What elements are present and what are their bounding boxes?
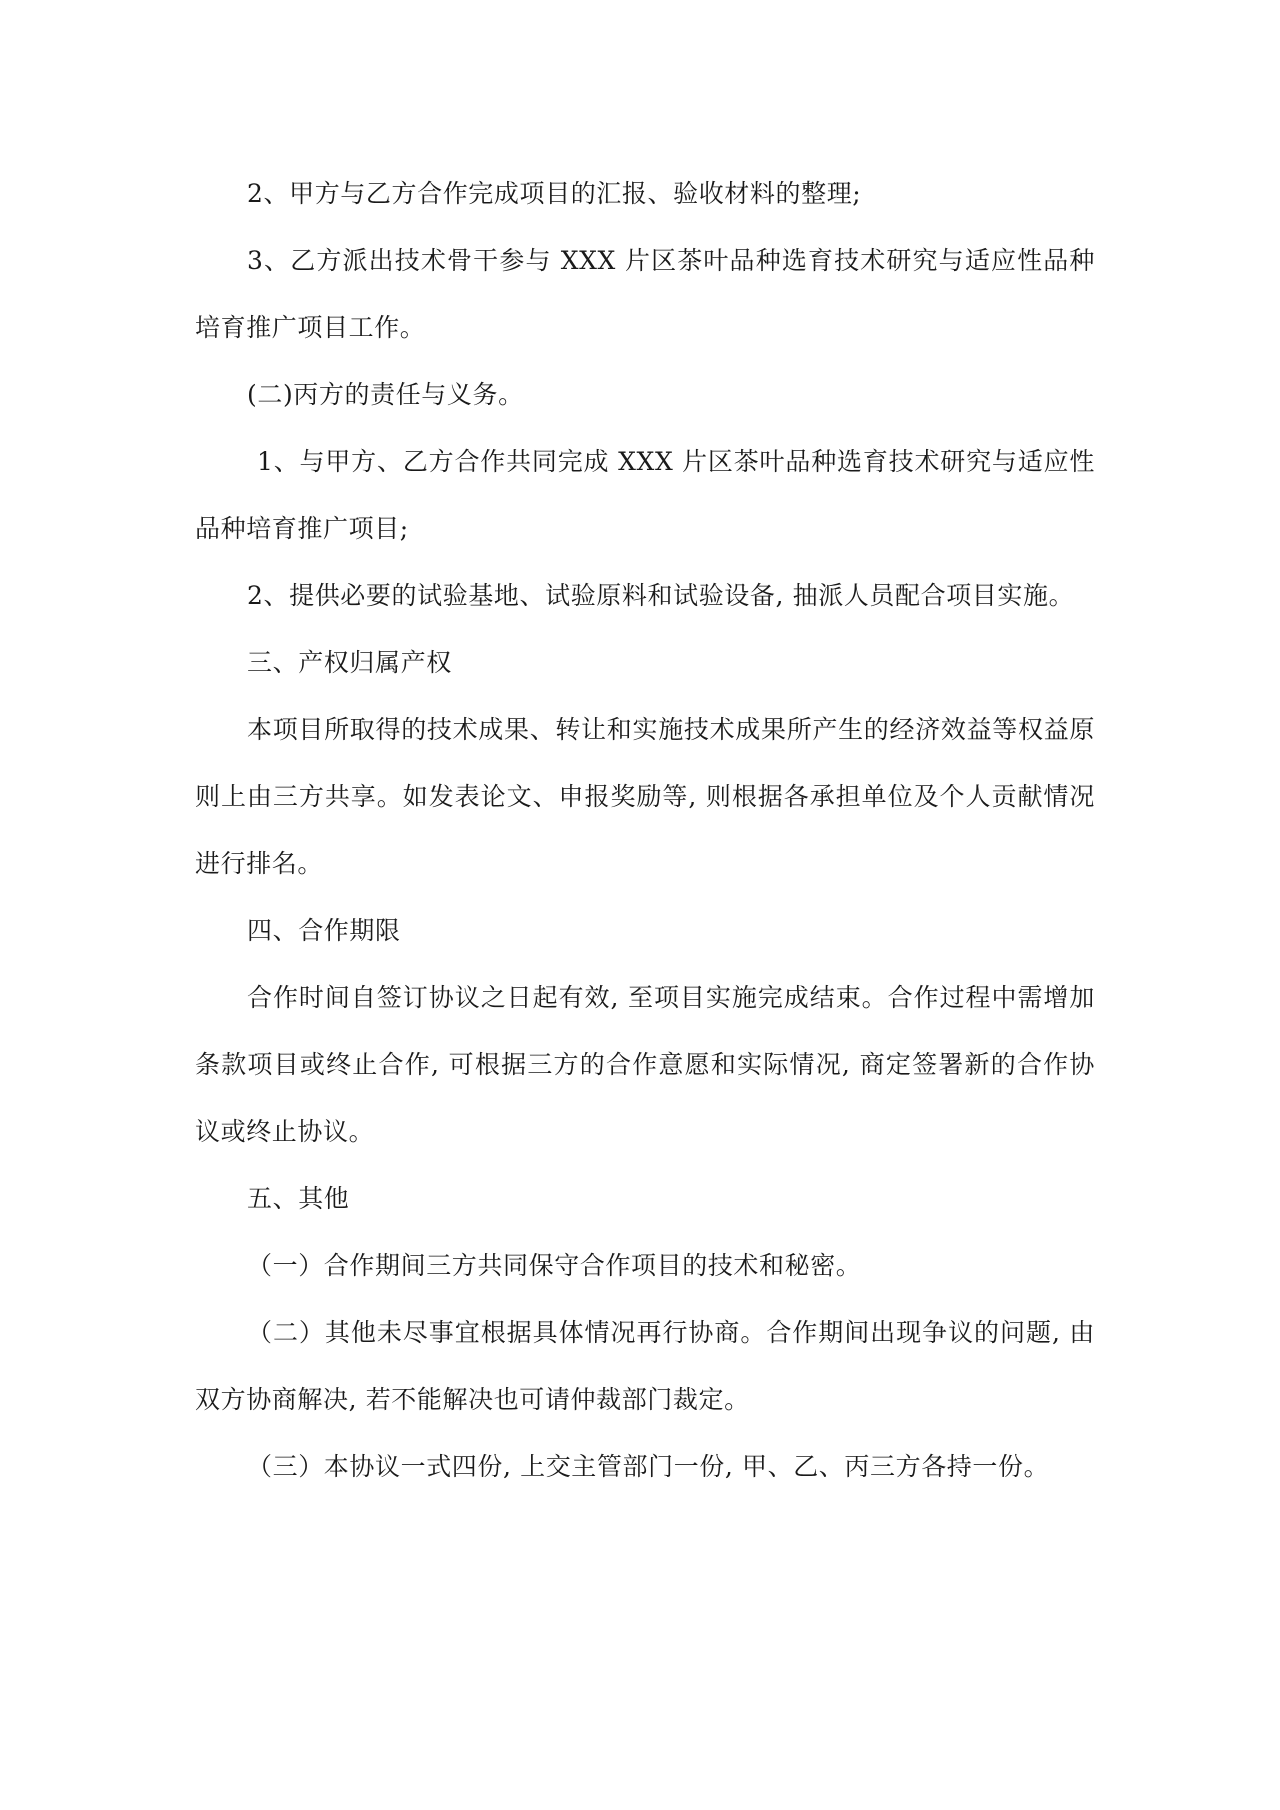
heading-bing-duties: (二)丙方的责任与义务。 <box>247 380 524 409</box>
paragraph-ownership: 本项目所取得的技术成果、转让和实施技术成果所产生的经济效益等权益原则上由三方共享。如发表论文、申报奖励等, 则根据各承担单位及个人贡献情况进行排名。 <box>195 715 1095 878</box>
paragraph-jia-yi-report: 2、甲方与乙方合作完成项目的汇报、验收材料的整理; <box>247 179 862 208</box>
paragraph-yi-staff: 3、乙方派出技术骨干参与 XXX 片区茶叶品种选育技术研究与适应性品种培育推广项目工作。 <box>195 246 1095 342</box>
paragraph-bing-provide: 2、提供必要的试验基地、试验原料和试验设备, 抽派人员配合项目实施。 <box>247 581 1075 610</box>
paragraph-other-1: （一）合作期间三方共同保守合作项目的技术和秘密。 <box>247 1251 862 1280</box>
paragraph-other-3: （三）本协议一式四份, 上交主管部门一份, 甲、乙、丙三方各持一份。 <box>247 1452 1050 1481</box>
paragraph-bing-cooperate: 1、与甲方、乙方合作共同完成 XXX 片区茶叶品种选育技术研究与适应性品种培育推广项目; <box>195 447 1095 543</box>
heading-other: 五、其他 <box>247 1184 350 1213</box>
paragraph-other-2: （二）其他未尽事宜根据具体情况再行协商。合作期间出现争议的问题, 由双方协商解决, 若不能解决也可请仲裁部门裁定。 <box>195 1318 1095 1414</box>
heading-ownership: 三、产权归属产权 <box>247 648 452 677</box>
document-body <box>195 160 1095 1500</box>
heading-term: 四、合作期限 <box>247 916 401 945</box>
paragraph-term: 合作时间自签订协议之日起有效, 至项目实施完成结束。合作过程中需增加条款项目或终止合作, 可根据三方的合作意愿和实际情况, 商定签署新的合作协议或终止协议。 <box>195 983 1095 1146</box>
